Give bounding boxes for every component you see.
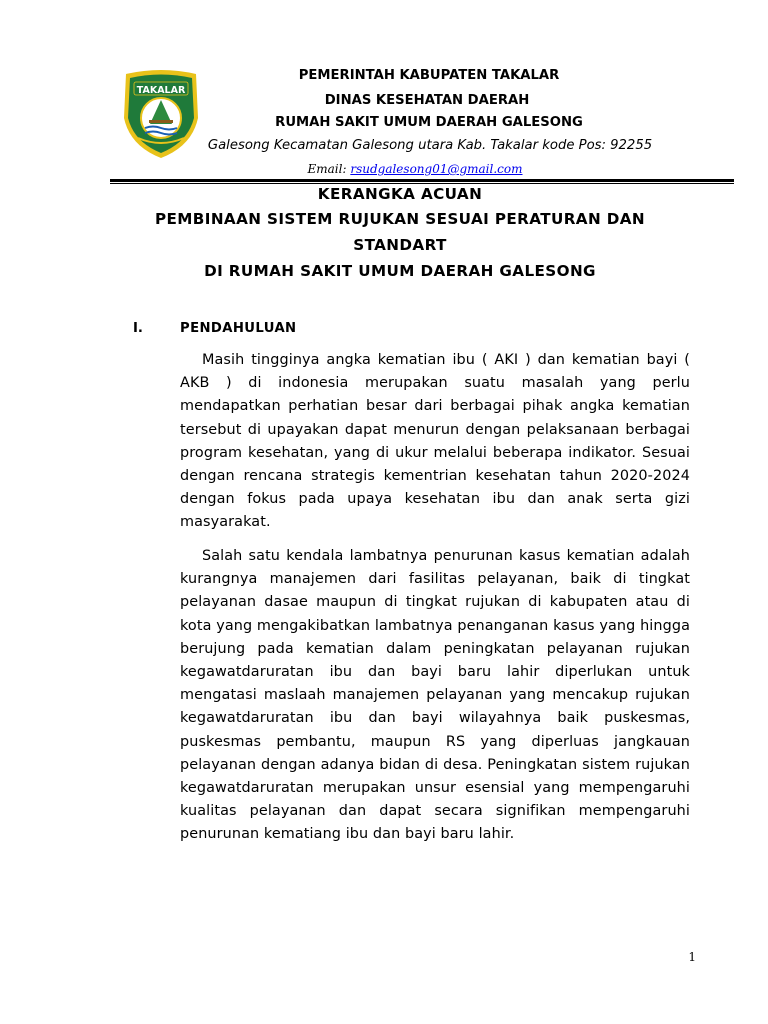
letterhead-address: Galesong Kecamatan Galesong utara Kab. Takalar kode Pos: 92255 xyxy=(207,138,653,153)
body-paragraph-2: Salah satu kendala lambatnya penurunan kasus kematian adalah kurangnya manajemen dari fasilitas pelayanan, baik di tingkat pelayanan dasae maupun di tingkat rujukan di kabupaten atau di kota yang mengakibatkan lambatnya penanganan kasus yang hingga berujung pada kematian dalam peningkatan pelayanan rujukan kegawatdaruratan ibu dan bayi baru lahir diperlukan untuk mengatasi maslaah manajemen pelayanan yang mencakup rujukan kegawatdaruratan ibu dan bayi wilayahnya baik puskesmas, puskesmas pembantu, maupun RS yang diperluas jangkauan pelayanan dengan adanya bidan di desa. Peningkatan sistem rujukan kegawatdaruratan merupakan unsur esensial yang mempengaruhi kualitas pelayanan dan dapat secara signifikan mempengaruhi penurunan kematiang ibu dan bayi baru lahir. xyxy=(180,548,690,843)
letterhead-divider-thin xyxy=(110,183,734,184)
svg-text:TAKALAR: TAKALAR xyxy=(136,85,186,96)
document-title-line4: DI RUMAH SAKIT UMUM DAERAH GALESONG xyxy=(204,262,596,280)
document-title-line2: PEMBINAAN SISTEM RUJUKAN SESUAI PERATURAN DAN xyxy=(154,210,646,228)
body-paragraph-1: Masih tingginya angka kematian ibu ( AKI ) dan kematian bayi ( AKB ) di indonesia merupakan suatu masalah yang perlu mendapatkan perhatian besar dari berbagai pihak angka kematian tersebut di upayakan dapat menurun dengan pelaksanaan berbagai program kesehatan, yang di ukur melalui beberapa indikator. Sesuai dengan rencana strategis kementrian kesehatan tahun 2020-2024 dengan fokus pada upaya kesehatan ibu dan anak serta gizi masyarakat. xyxy=(180,352,690,531)
letterhead-email xyxy=(0,162,768,176)
document-title-line1: KERANGKA ACUAN xyxy=(317,185,483,203)
document-title-line3: STANDART xyxy=(353,236,447,254)
email-label: Email: xyxy=(307,162,347,176)
section-number: I. xyxy=(133,321,143,336)
letterhead-divider xyxy=(110,179,734,182)
letterhead-department: DINAS KESEHATAN DAERAH xyxy=(324,93,530,108)
section-heading: PENDAHULUAN xyxy=(180,321,297,336)
letterhead-hospital: RUMAH SAKIT UMUM DAERAH GALESONG xyxy=(275,115,583,130)
page-number: 1 xyxy=(688,950,696,964)
letterhead-government: PEMERINTAH KABUPATEN TAKALAR xyxy=(298,68,560,83)
email-link[interactable]: rsudgalesong01@gmail.com xyxy=(350,162,523,176)
